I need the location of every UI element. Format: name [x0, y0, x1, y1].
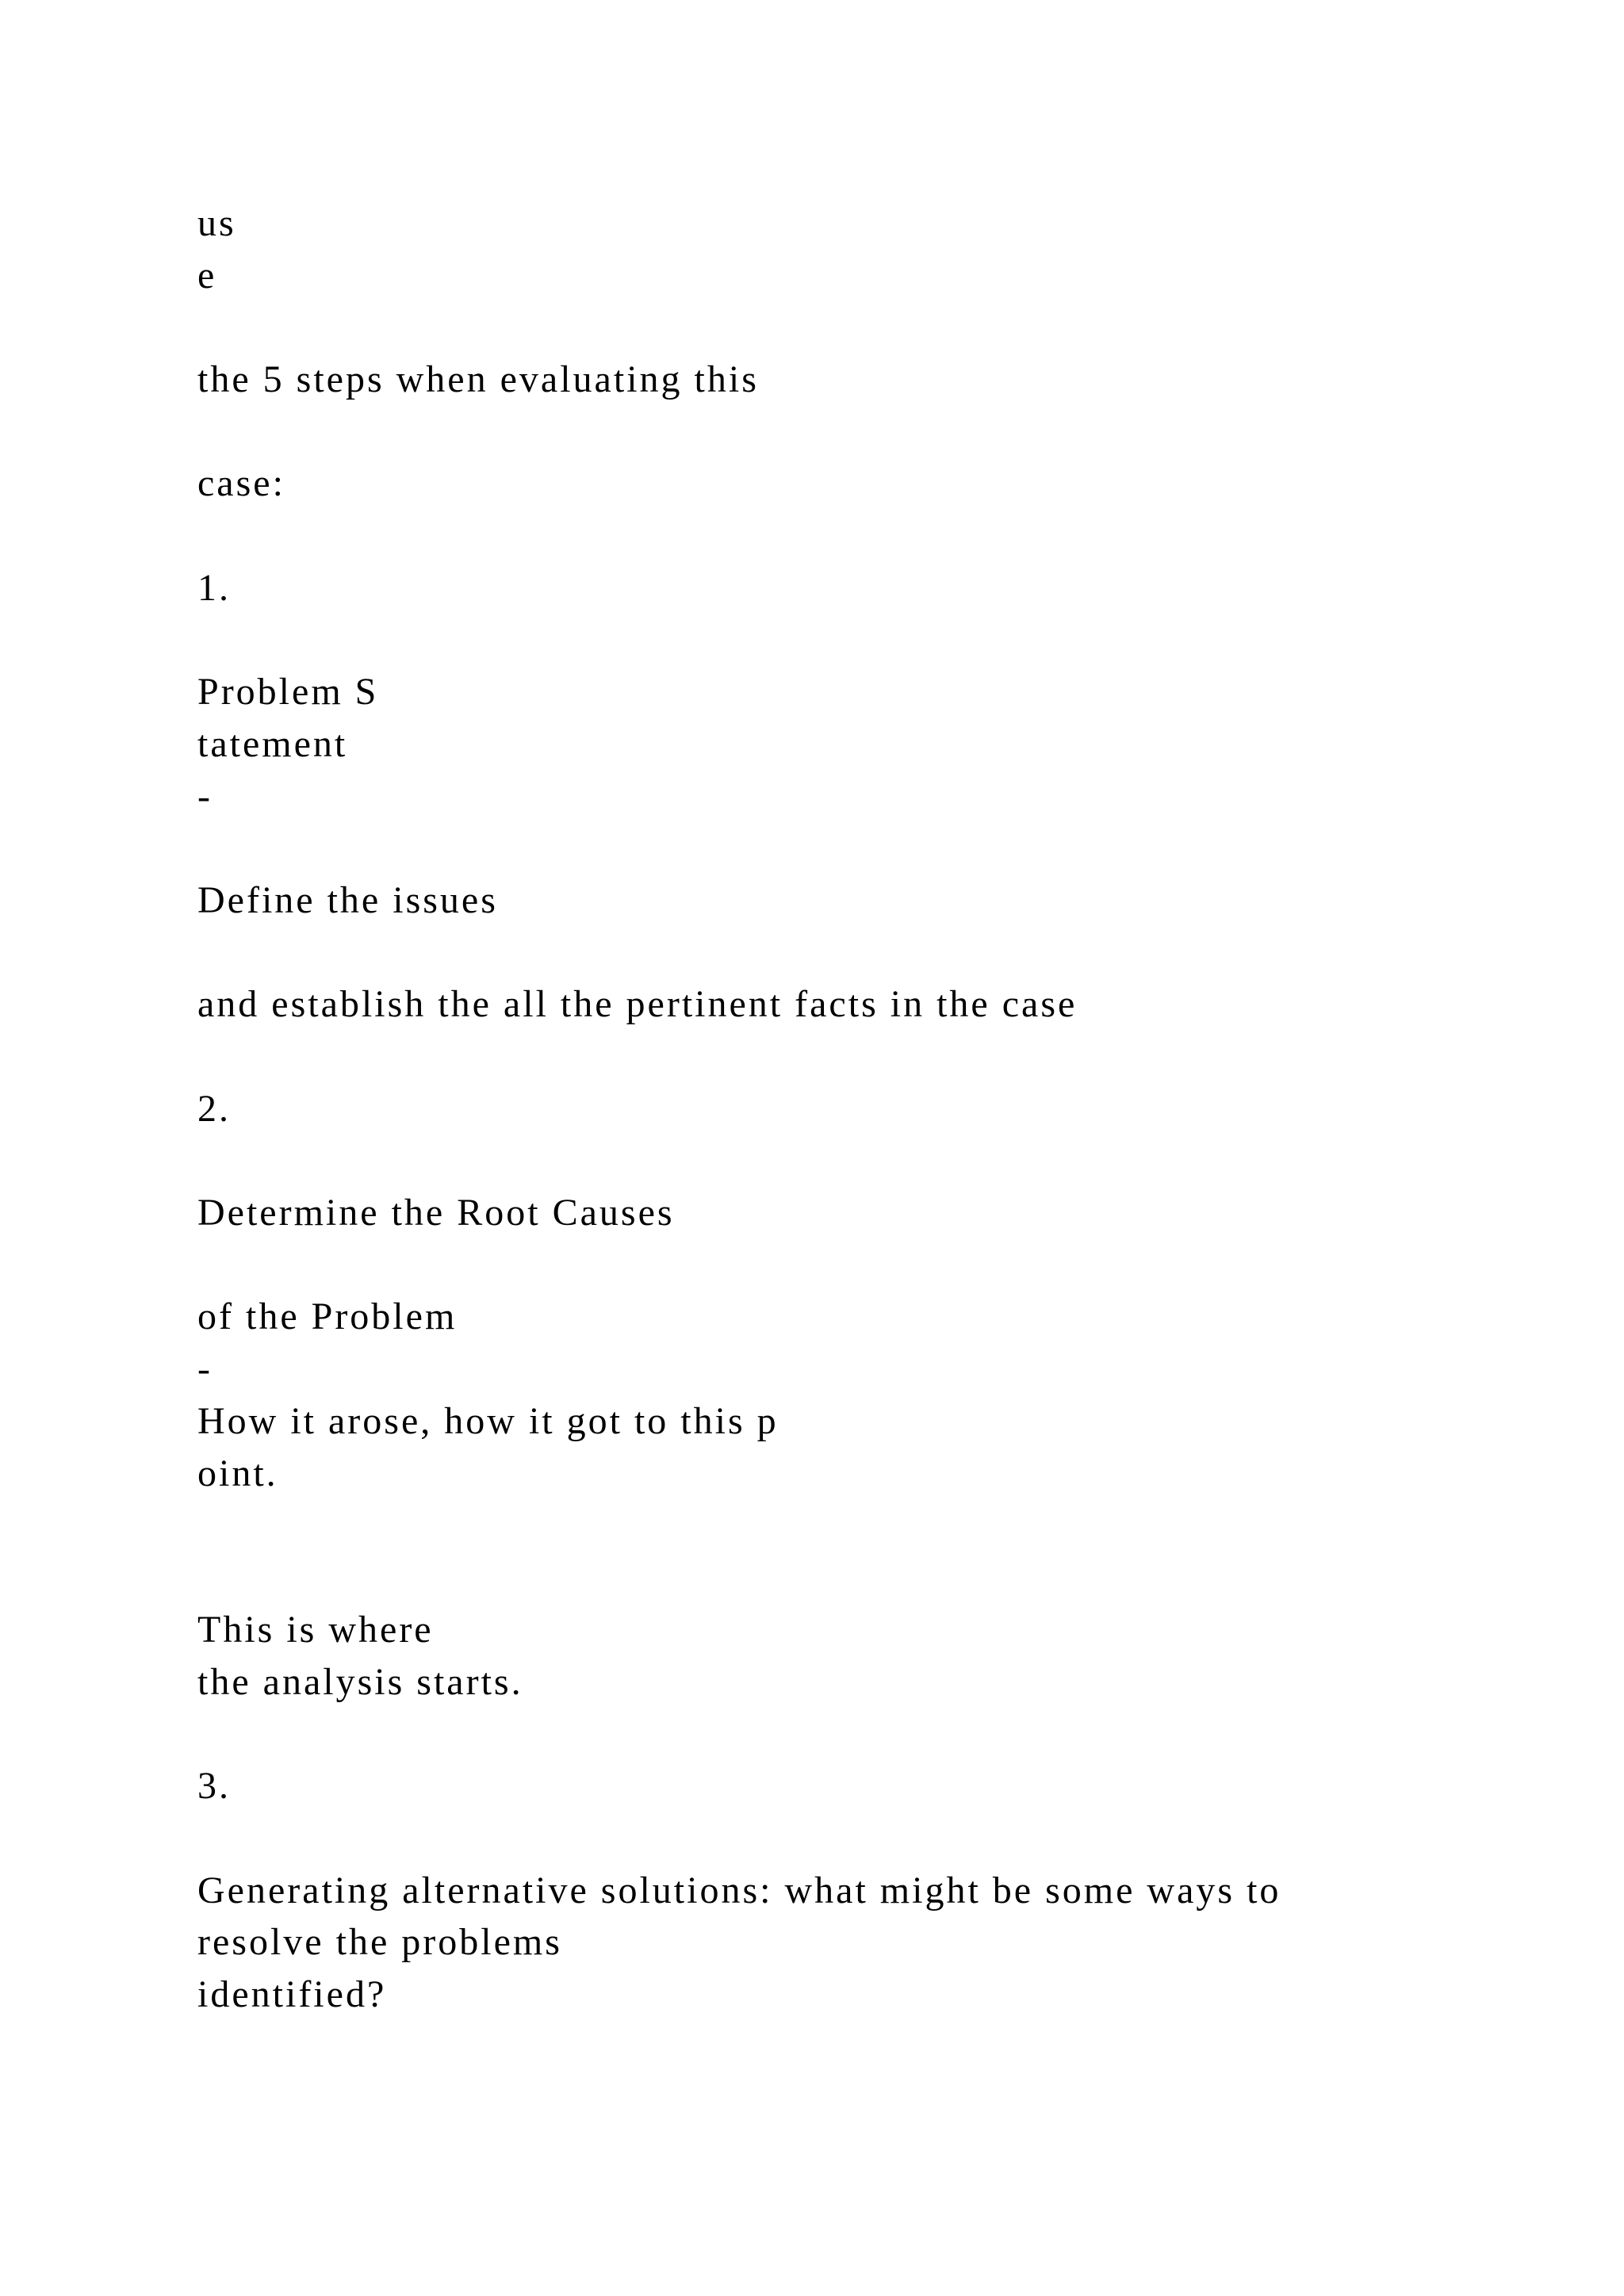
- text-line-1: us: [197, 202, 236, 244]
- text-line-7: tatement: [197, 723, 348, 765]
- text-line-9: Define the issues: [197, 879, 498, 921]
- text-line-13: of the Problem: [197, 1295, 458, 1337]
- text-line-10: and establish the all the pertinent facts in the case: [197, 983, 1078, 1025]
- text-line-6: Problem S: [197, 671, 379, 713]
- text-line-18: the analysis starts.: [197, 1661, 523, 1703]
- text-line-12: Determine the Root Causes: [197, 1192, 675, 1234]
- text-line-16: oint.: [197, 1452, 278, 1494]
- text-line-14: -: [197, 1348, 213, 1390]
- text-line-17: This is where: [197, 1609, 434, 1651]
- text-line-22: identified?: [197, 1973, 387, 2015]
- text-line-15: How it arose, how it got to this p: [197, 1400, 779, 1442]
- text-line-20: Generating alternative solutions: what might be some ways to: [197, 1869, 1281, 1911]
- text-line-4: case:: [197, 462, 285, 504]
- text-line-19: 3.: [197, 1765, 231, 1807]
- text-line-11: 2.: [197, 1088, 231, 1130]
- text-line-2: e: [197, 254, 217, 297]
- text-line-5: 1.: [197, 567, 231, 609]
- text-line-8: -: [197, 775, 213, 817]
- text-line-21: resolve the problems: [197, 1921, 562, 1963]
- text-line-3: the 5 steps when evaluating this: [197, 358, 759, 400]
